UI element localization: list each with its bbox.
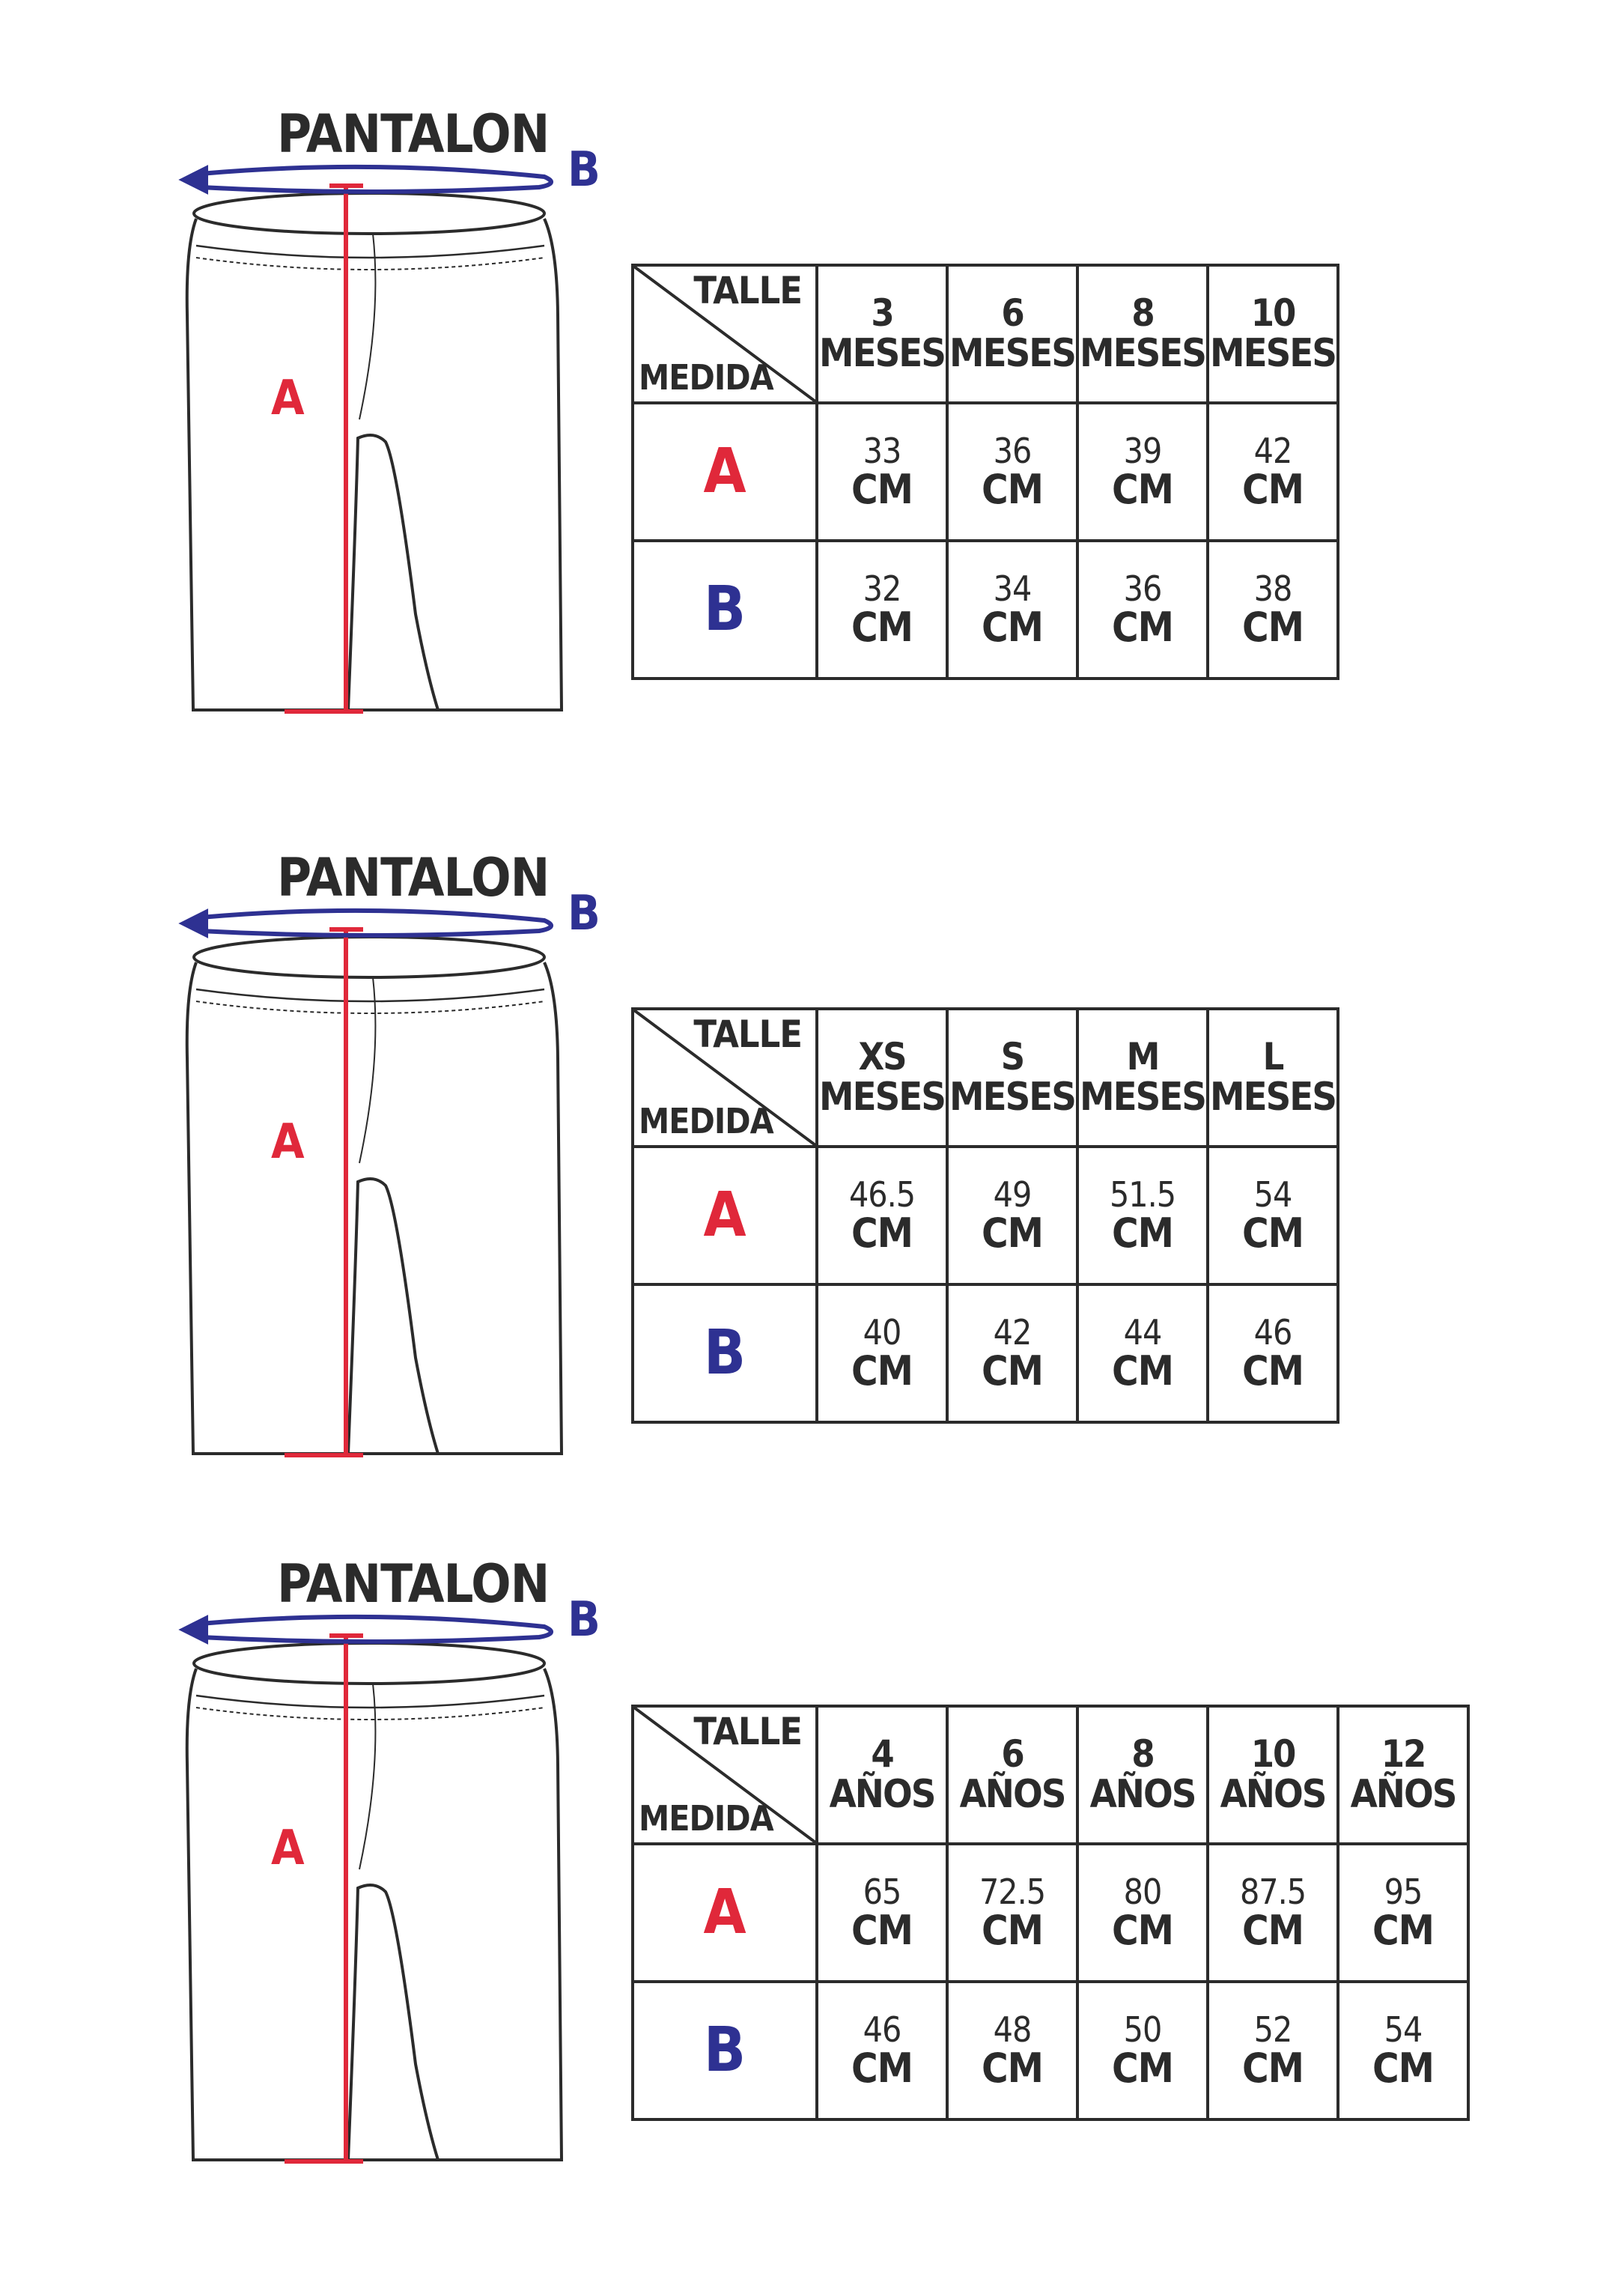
value-cell: 38 CM (1208, 541, 1338, 679)
medida-label: MEDIDA (639, 1797, 773, 1839)
table-row (633, 1284, 1338, 1422)
size-header: 10 MESES (1208, 265, 1338, 403)
row-label-a: A (633, 403, 817, 541)
row-label-b: B (633, 541, 817, 679)
table-row (633, 541, 1338, 679)
value-cell: 51.5 CM (1077, 1147, 1208, 1284)
size-table (631, 1705, 1470, 2121)
value-cell: 32 CM (817, 541, 947, 679)
size-section-2 (0, 744, 1624, 1493)
value-cell: 40 CM (817, 1284, 947, 1422)
value-cell: 52 CM (1208, 1982, 1338, 2119)
garment-title: PANTALON (277, 847, 550, 908)
table-row (633, 1844, 1468, 1982)
size-header: 4 AÑOS (817, 1706, 947, 1844)
size-header: S MESES (947, 1009, 1077, 1147)
table-header-row (633, 1706, 1468, 1844)
size-header: XS MESES (817, 1009, 947, 1147)
value-cell: 46 CM (817, 1982, 947, 2119)
row-label-a: A (633, 1844, 817, 1982)
table-corner-cell (633, 1706, 817, 1844)
value-cell: 65 CM (817, 1844, 947, 1982)
size-header: 6 AÑOS (947, 1706, 1077, 1844)
measure-a-label: A (271, 1821, 305, 1876)
table-corner-cell (633, 1009, 817, 1147)
value-cell: 49 CM (947, 1147, 1077, 1284)
value-cell: 42 CM (1208, 403, 1338, 541)
measure-b-label: B (568, 142, 600, 198)
value-cell: 50 CM (1077, 1982, 1208, 2119)
size-header: 8 AÑOS (1077, 1706, 1208, 1844)
size-header: 8 MESES (1077, 265, 1208, 403)
size-header: 10 AÑOS (1208, 1706, 1338, 1844)
size-section-1 (0, 0, 1624, 749)
size-header: 3 MESES (817, 265, 947, 403)
value-cell: 48 CM (947, 1982, 1077, 2119)
value-cell: 46 CM (1208, 1284, 1338, 1422)
size-header: L MESES (1208, 1009, 1338, 1147)
value-cell: 34 CM (947, 541, 1077, 679)
talle-label: TALLE (693, 1710, 802, 1753)
table-corner-cell (633, 265, 817, 403)
value-cell: 46.5 CM (817, 1147, 947, 1284)
value-cell: 54 CM (1208, 1147, 1338, 1284)
value-cell: 87.5 CM (1208, 1844, 1338, 1982)
measure-a-label: A (271, 371, 305, 426)
size-table (631, 264, 1339, 680)
value-cell: 36 CM (947, 403, 1077, 541)
row-label-b: B (633, 1982, 817, 2119)
size-table (631, 1007, 1339, 1424)
table-header-row (633, 1009, 1338, 1147)
value-cell: 39 CM (1077, 403, 1208, 541)
value-cell: 80 CM (1077, 1844, 1208, 1982)
measure-a-label: A (271, 1114, 305, 1170)
table-row (633, 1147, 1338, 1284)
value-cell: 36 CM (1077, 541, 1208, 679)
value-cell: 72.5 CM (947, 1844, 1077, 1982)
size-header: M MESES (1077, 1009, 1208, 1147)
value-cell: 42 CM (947, 1284, 1077, 1422)
talle-label: TALLE (693, 1013, 802, 1056)
value-cell: 95 CM (1338, 1844, 1468, 1982)
talle-label: TALLE (693, 269, 802, 312)
table-row (633, 403, 1338, 541)
row-label-b: B (633, 1284, 817, 1422)
table-row (633, 1982, 1468, 2119)
garment-title: PANTALON (277, 103, 550, 165)
measure-b-label: B (568, 1592, 600, 1648)
garment-title: PANTALON (277, 1553, 550, 1615)
size-header: 12 AÑOS (1338, 1706, 1468, 1844)
row-label-a: A (633, 1147, 817, 1284)
value-cell: 44 CM (1077, 1284, 1208, 1422)
medida-label: MEDIDA (639, 356, 773, 398)
size-section-3 (0, 1450, 1624, 2199)
value-cell: 54 CM (1338, 1982, 1468, 2119)
value-cell: 33 CM (817, 403, 947, 541)
medida-label: MEDIDA (639, 1100, 773, 1141)
measure-b-label: B (568, 886, 600, 941)
table-header-row (633, 265, 1338, 403)
size-header: 6 MESES (947, 265, 1077, 403)
